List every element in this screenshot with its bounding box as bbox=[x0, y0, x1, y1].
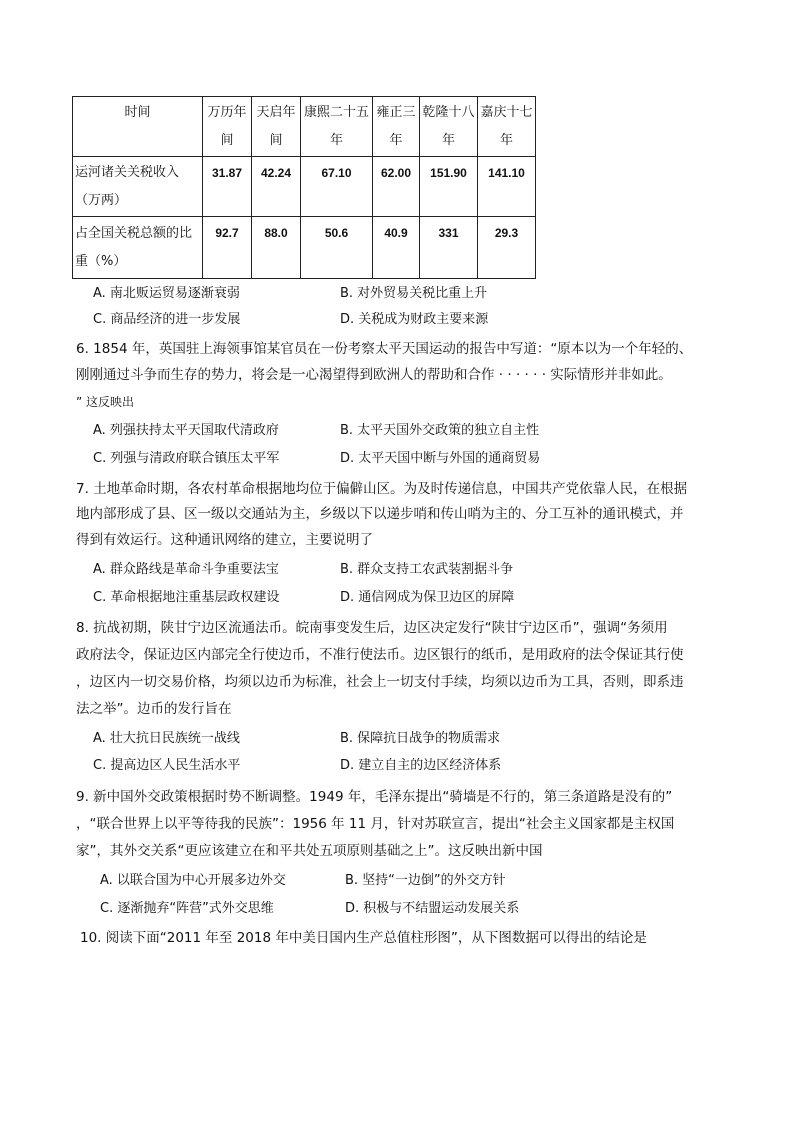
table-cell: 40.9 bbox=[373, 217, 420, 279]
table-cell: 151.90 bbox=[420, 157, 478, 217]
option-b: B. 坚持“一边倒”的外交方针 bbox=[345, 873, 506, 888]
option-c: C. 商品经济的进一步发展 bbox=[93, 312, 241, 327]
table-cell: 67.10 bbox=[301, 157, 373, 217]
option-d: D. 通信网成为保卫边区的屏障 bbox=[340, 590, 515, 605]
option-c: C. 革命根据地注重基层政权建设 bbox=[93, 590, 280, 605]
table-row bbox=[73, 157, 536, 217]
header-cell: 乾隆十八年 bbox=[420, 97, 478, 157]
option-d: D. 积极与不结盟运动发展关系 bbox=[345, 901, 520, 916]
option-a: A. 列强扶持太平天国取代清政府 bbox=[93, 423, 279, 438]
option-b: B. 对外贸易关税比重上升 bbox=[340, 286, 488, 301]
question-9-text: ，“联合世界上以平等待我的民族”：1956 年 11 月，针对苏联宣言，提出“社会主义国家都是主权国 bbox=[76, 816, 675, 832]
option-d: D. 关税成为财政主要来源 bbox=[340, 312, 489, 327]
option-a: A. 群众路线是革命斗争重要法宝 bbox=[93, 562, 279, 577]
option-c: C. 提高边区人民生活水平 bbox=[93, 758, 241, 773]
table-cell: 42.24 bbox=[252, 157, 301, 217]
question-6-text: 刚刚通过斗争而生存的势力，将会是一心渴望得到欧洲人的帮助和合作 · · · · · · 实际情形并非如此。 bbox=[76, 367, 672, 383]
header-cell: 嘉庆十七年 bbox=[478, 97, 536, 157]
table-cell: 88.0 bbox=[252, 217, 301, 279]
question-7-text: 地内部形成了县、区一级以交通站为主，乡级以下以递步哨和传山哨为主的、分工互补的通讯模式，并 bbox=[76, 506, 684, 522]
customs-tax-table bbox=[72, 96, 536, 279]
header-cell: 万历年间 bbox=[203, 97, 252, 157]
table-cell: 92.7 bbox=[203, 217, 252, 279]
question-8-text: 法之举”。边币的发行旨在 bbox=[76, 701, 232, 717]
option-a: A. 壮大抗日民族统一战线 bbox=[93, 731, 240, 746]
question-8-text: ，边区内一切交易价格，均须以边币为标准，社会上一切支付手续，均须以边币为工具，否则，即系违 bbox=[76, 674, 684, 690]
option-a: A. 以联合国为中心开展多边外交 bbox=[100, 873, 286, 888]
option-d: D. 建立自主的边区经济体系 bbox=[340, 758, 502, 773]
option-c: C. 逐渐抛弃“阵营”式外交思维 bbox=[100, 901, 274, 916]
header-cell: 时间 bbox=[73, 97, 203, 157]
option-c: C. 列强与清政府联合镇压太平军 bbox=[93, 451, 280, 466]
header-cell: 天启年间 bbox=[252, 97, 301, 157]
question-9-text: 9. 新中国外交政策根据时势不断调整。1949 年，毛泽东提出“骑墙是不行的，第三条道路是没有的” bbox=[76, 789, 673, 805]
table-cell: 50.6 bbox=[301, 217, 373, 279]
option-b: B. 保障抗日战争的物质需求 bbox=[340, 731, 501, 746]
option-b: B. 群众支持工农武装割据斗争 bbox=[340, 562, 514, 577]
table-cell: 31.87 bbox=[203, 157, 252, 217]
option-b: B. 太平天国外交政策的独立自主性 bbox=[340, 423, 540, 438]
question-7-text: 得到有效运行。这种通讯网络的建立，主要说明了 bbox=[76, 532, 373, 548]
row-label: 占全国关税总额的比重（%） bbox=[73, 217, 203, 279]
option-a: A. 南北贩运贸易逐渐衰弱 bbox=[93, 286, 240, 301]
question-6-text: 6. 1854 年，英国驻上海领事馆某官员在一份考察太平天国运动的报告中写道：“原本以为一个年轻的、 bbox=[76, 341, 693, 357]
row-label: 运河诸关关税收入（万两） bbox=[73, 157, 203, 217]
question-7-text: 7. 土地革命时期，各农村革命根据地均位于偏僻山区。为及时传递信息，中国共产党依靠人民，在根据 bbox=[76, 481, 688, 497]
question-10-text: 10. 阅读下面“2011 年至 2018 年中美日国内生产总值柱形图”，从下图数据可以得出的结论是 bbox=[80, 930, 647, 946]
table-cell: 29.3 bbox=[478, 217, 536, 279]
table-cell: 62.00 bbox=[373, 157, 420, 217]
table-cell: 141.10 bbox=[478, 157, 536, 217]
question-9-text: 家”，其外交关系“更应该建立在和平共处五项原则基础之上”。这反映出新中国 bbox=[76, 843, 543, 859]
table-cell: 331 bbox=[420, 217, 478, 279]
header-cell: 康熙二十五年 bbox=[301, 97, 373, 157]
option-d: D. 太平天国中断与外国的通商贸易 bbox=[340, 451, 541, 466]
table-header-row bbox=[73, 97, 536, 157]
question-8-text: 8. 抗战初期，陕甘宁边区流通法币。皖南事变发生后，边区决定发行“陕甘宁边区币”，强调“务须用 bbox=[76, 620, 668, 636]
question-6-text: ” 这反映出 bbox=[76, 395, 135, 409]
question-8-text: 政府法令，保证边区内部完全行使边币，不准行使法币。边区银行的纸币，是用政府的法令保证其行使 bbox=[76, 647, 684, 663]
table-row bbox=[73, 217, 536, 279]
header-cell: 雍正三年 bbox=[373, 97, 420, 157]
